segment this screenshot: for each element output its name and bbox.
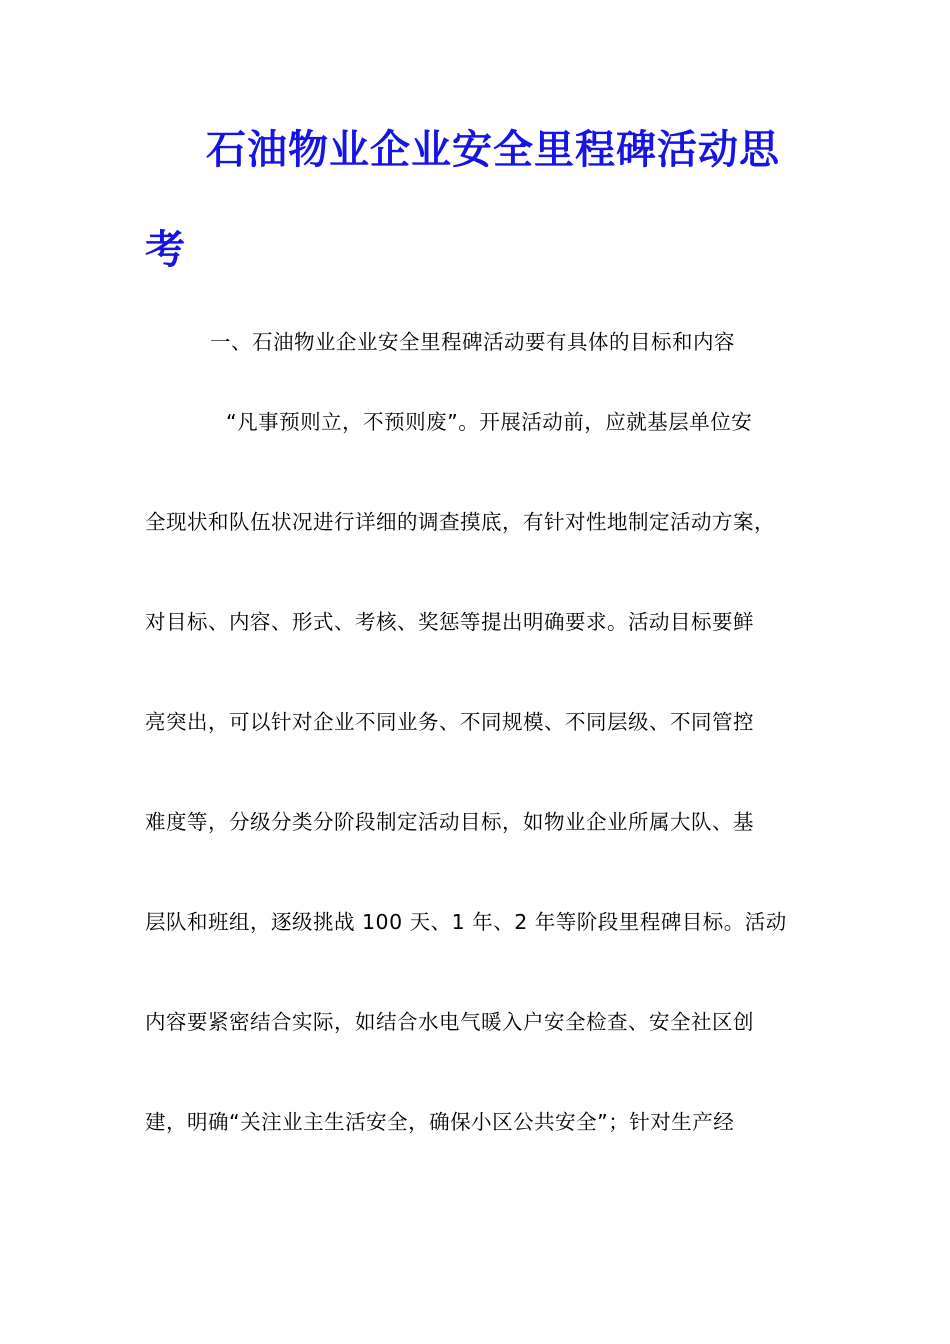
section-heading: 一、石油物业企业安全里程碑活动要有具体的目标和内容 xyxy=(210,330,735,354)
document-title-line-1: 石油物业企业安全里程碑活动思 xyxy=(206,126,780,173)
paragraph-line-6: 层队和班组，逐级挑战 100 天、1 年、2 年等阶段里程碑目标。活动 xyxy=(145,910,787,934)
paragraph-line-3: 对目标、内容、形式、考核、奖惩等提出明确要求。活动目标要鲜 xyxy=(145,610,754,634)
paragraph-line-7: 内容要紧密结合实际，如结合水电气暖入户安全检查、安全社区创 xyxy=(145,1010,754,1034)
paragraph-line-1: “凡事预则立，不预则废”。开展活动前，应就基层单位安 xyxy=(226,410,753,434)
paragraph-line-5: 难度等，分级分类分阶段制定活动目标，如物业企业所属大队、基 xyxy=(145,810,754,834)
document-title-line-2: 考 xyxy=(145,226,186,273)
paragraph-line-4: 亮突出，可以针对企业不同业务、不同规模、不同层级、不同管控 xyxy=(145,710,754,734)
paragraph-line-8: 建，明确“关注业主生活安全，确保小区公共安全”；针对生产经 xyxy=(145,1110,735,1134)
paragraph-line-2: 全现状和队伍状况进行详细的调查摸底，有针对性地制定活动方案， xyxy=(145,510,775,534)
